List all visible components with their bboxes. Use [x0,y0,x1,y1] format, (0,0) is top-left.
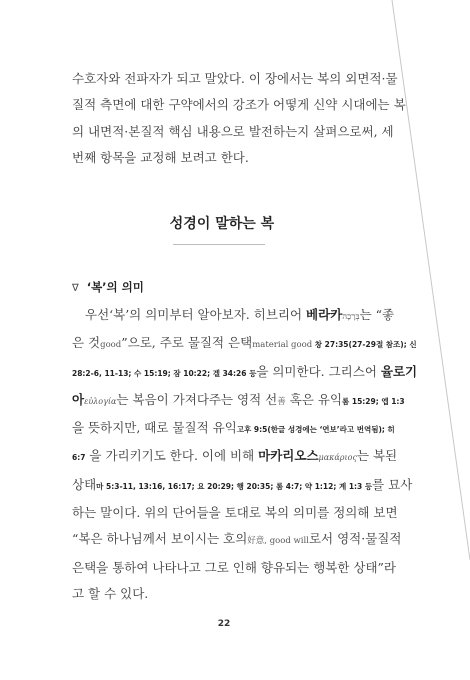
body-line: 고 할 수 있다. [72,585,149,601]
scripture-reference: 마 5:3-11, 13:16, 16:17; 요 20:29; 행 20:35; 롬 4:7; 약 1:12; 계 1:3 등 [96,481,373,491]
intro-line: 수호자와 전파자가 되고 말았다. 이 장에서는 복의 외면적·물 [72,71,398,86]
scripture-reference: 창 27:35(27-29절 참조); 신 [312,340,417,350]
body-line [72,359,418,387]
text-run: 상태 [72,476,97,492]
scripture-reference: 28:2-6, 11-13; 수 15:19; 잠 10:22; 겔 34:26 등 [72,368,257,378]
text-run: 을 가리키기도 한다. 이에 비해 [85,448,259,464]
body-line [72,302,395,330]
greek-term-label: 아 [72,391,85,407]
hanja-gloss: 好意, good will [247,536,309,547]
greek-word: μακάριος [318,453,357,463]
text-run: 혹은 유익 [285,391,343,407]
body-line [72,415,395,443]
text-run: ”으로, 주로 물질적 은택 [121,335,253,351]
intro-line: 의 내면적·본질적 핵심 내용으로 발전하는지 살펴으로써, 세 [72,123,394,139]
body-line [72,330,417,358]
triangle-marker-icon: ∇ [72,283,79,294]
body-line [72,526,402,554]
section-title: 성경이 말하는 복 [169,216,275,232]
intro-line: 번째 항목을 교정해 보려고 한다. [72,149,249,165]
body-line [72,472,413,500]
english-gloss: material good [252,340,313,351]
title-underline [173,244,265,245]
text-run: 우선‘복’의 의미부터 알아보자. 히브리어 [85,307,307,322]
body-line [72,387,405,415]
body-line: 하는 말이다. 위의 단어들을 토대로 복의 의미를 정의해 보면 [72,505,398,521]
text-run: 은 것 [72,335,101,351]
page-number: 22 [217,619,231,629]
subsection-heading [72,279,144,295]
text-run: 는 “좋 [359,307,395,322]
text-run: 을 의미한다. 그리스어 [256,363,381,379]
hebrew-word: בְּרָכָה [342,312,360,322]
greek-term-label: 마카리오스 [258,448,319,464]
greek-word: εὐλογία [84,396,117,406]
text-run: 로서 영적·물질적 [308,531,402,547]
scripture-reference: 롬 15:29; 엡 1:3 [342,396,405,406]
text-run: 는 복음이 가져다주는 영적 선 [116,391,278,407]
body-line: 은택을 통하여 나타나고 그로 인해 향유되는 행복한 상태”라 [72,559,397,575]
subsection-title: ‘복’의 의미 [86,280,144,294]
text-run: 를 묘사 [372,476,413,492]
scripture-reference: 6:7 [72,453,86,463]
body-paragraph [72,302,418,607]
body-line [72,443,398,471]
greek-term-label: 율로기 [380,363,418,379]
text-run: “복은 하나님께서 보이시는 호의 [72,531,248,547]
english-gloss: good [100,340,122,351]
intro-line: 질적 측면에 대한 구약에서의 강조가 어떻게 신약 시대에는 복 [72,97,406,113]
scripture-reference: 고후 9:5(한글 성경에는 ‘연보’라고 번역됨); 히 [236,425,395,435]
text-run: 을 뜻하지만, 때로 물질적 유익 [72,420,237,436]
intro-paragraph [72,66,406,171]
text-run: 는 복된 [356,448,398,464]
hebrew-term-label: 베라카 [306,307,343,322]
hanja-gloss: 善 [277,396,286,407]
